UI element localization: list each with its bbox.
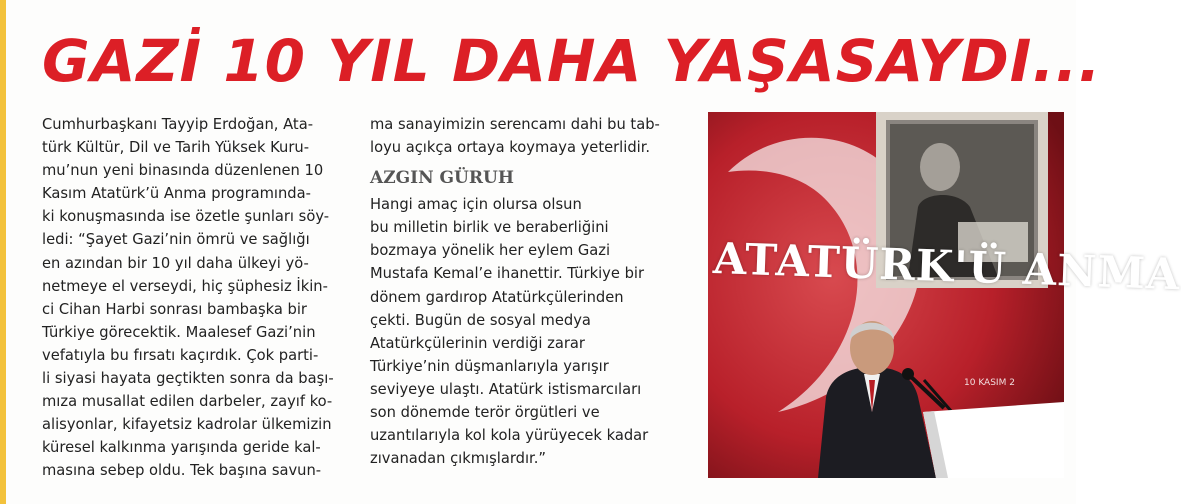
column-1-line: ki konuşmasında ise özetle şunları söy- [42,208,330,226]
column-1-line: netmeye el verseydi, hiç şüphesiz İkin- [42,277,328,295]
column-1-line: vefatıyla bu fırsatı kaçırdık. Çok parti- [42,346,319,364]
column-1-line: Cumhurbaşkanı Tayyip Erdoğan, Ata- [42,116,313,133]
photo-illustration [708,112,1064,478]
column-1-line: alisyonlar, kifayetsiz kadrolar ülkemizin [42,416,332,434]
column-2-bottom-line: Türkiye’nin düşmanlarıyla yarışır [370,357,609,375]
column-2-bottom-line: bozmaya yönelik her eylem Gazi [370,242,611,260]
article-column-2 [370,113,690,470]
column-2-bottom-line: son dönemde terör örgütleri ve [370,404,600,422]
photo-banner-text: ATATÜRK'Ü ANMA [712,234,1181,301]
column-2-bottom-line: çekti. Bugün de sosyal medya [370,311,591,329]
column-1-line: masına sebep oldu. Tek başına savun- [42,462,322,480]
cropped-top-text [0,0,1076,9]
column-1-line: mıza musallat edilen darbeler, zayıf ko- [42,393,333,411]
column-1-line: türk Kültür, Dil ve Tarih Yüksek Kuru- [42,139,310,157]
column-1-line: ci Cihan Harbi sonrası bambaşka bir [42,300,307,318]
article-column-1 [42,113,362,483]
column-2-bottom-line: Atatürkçülerinin verdiği zarar [370,334,585,352]
column-1-line: ledi: “Şayet Gazi’nin ömrü ve sağlığı [42,231,310,249]
column-2-bottom-line: bu milletin birlik ve beraberliğini [370,219,609,237]
photo-date-text: 10 KASIM 2 [964,378,1015,388]
column-2-bottom-line: Hangi amaç için olursa olsun [370,196,582,214]
column-2-continuation [370,113,690,159]
column-1-line: Türkiye görecektik. Maalesef Gazi’nin [42,323,316,341]
column-2-bottom-line: dönem gardırop Atatürkçülerinden [370,288,624,306]
column-2-bottom-line: zıvanadan çıkmışlardır.” [370,450,547,468]
column-2-top-line: loyu açıkça ortaya koymaya yeterlidir. [370,139,651,157]
column-1-line: küresel kalkınma yarışında geride kal- [42,439,321,457]
news-photo [708,112,1181,478]
column-2-bottom-line: uzantılarıyla kol kola yürüyecek kadar [370,427,649,445]
headline: GAZİ 10 YIL DAHA YAŞASAYDI... [42,27,1102,95]
column-1-line: en azından bir 10 yıl daha ülkeyi yö- [42,254,309,272]
column-1-line: Kasım Atatürk’ü Anma programında- [42,185,311,203]
column-2-body [370,193,690,470]
column-2-bottom-line: seviyeye ulaştı. Atatürk istismarcıları [370,380,642,398]
column-1-line: li siyasi hayata geçtikten sonra da başı- [42,370,334,388]
column-1-line: mu’nun yeni binasında düzenlenen 10 [42,162,324,180]
column-2-top-line: ma sanayimizin serencamı dahi bu tab- [370,116,660,133]
column-2-bottom-line: Mustafa Kemal’e ihanettir. Türkiye bir [370,265,645,283]
accent-strip [0,0,6,504]
subheading: AZGIN GÜRUH [370,168,514,189]
